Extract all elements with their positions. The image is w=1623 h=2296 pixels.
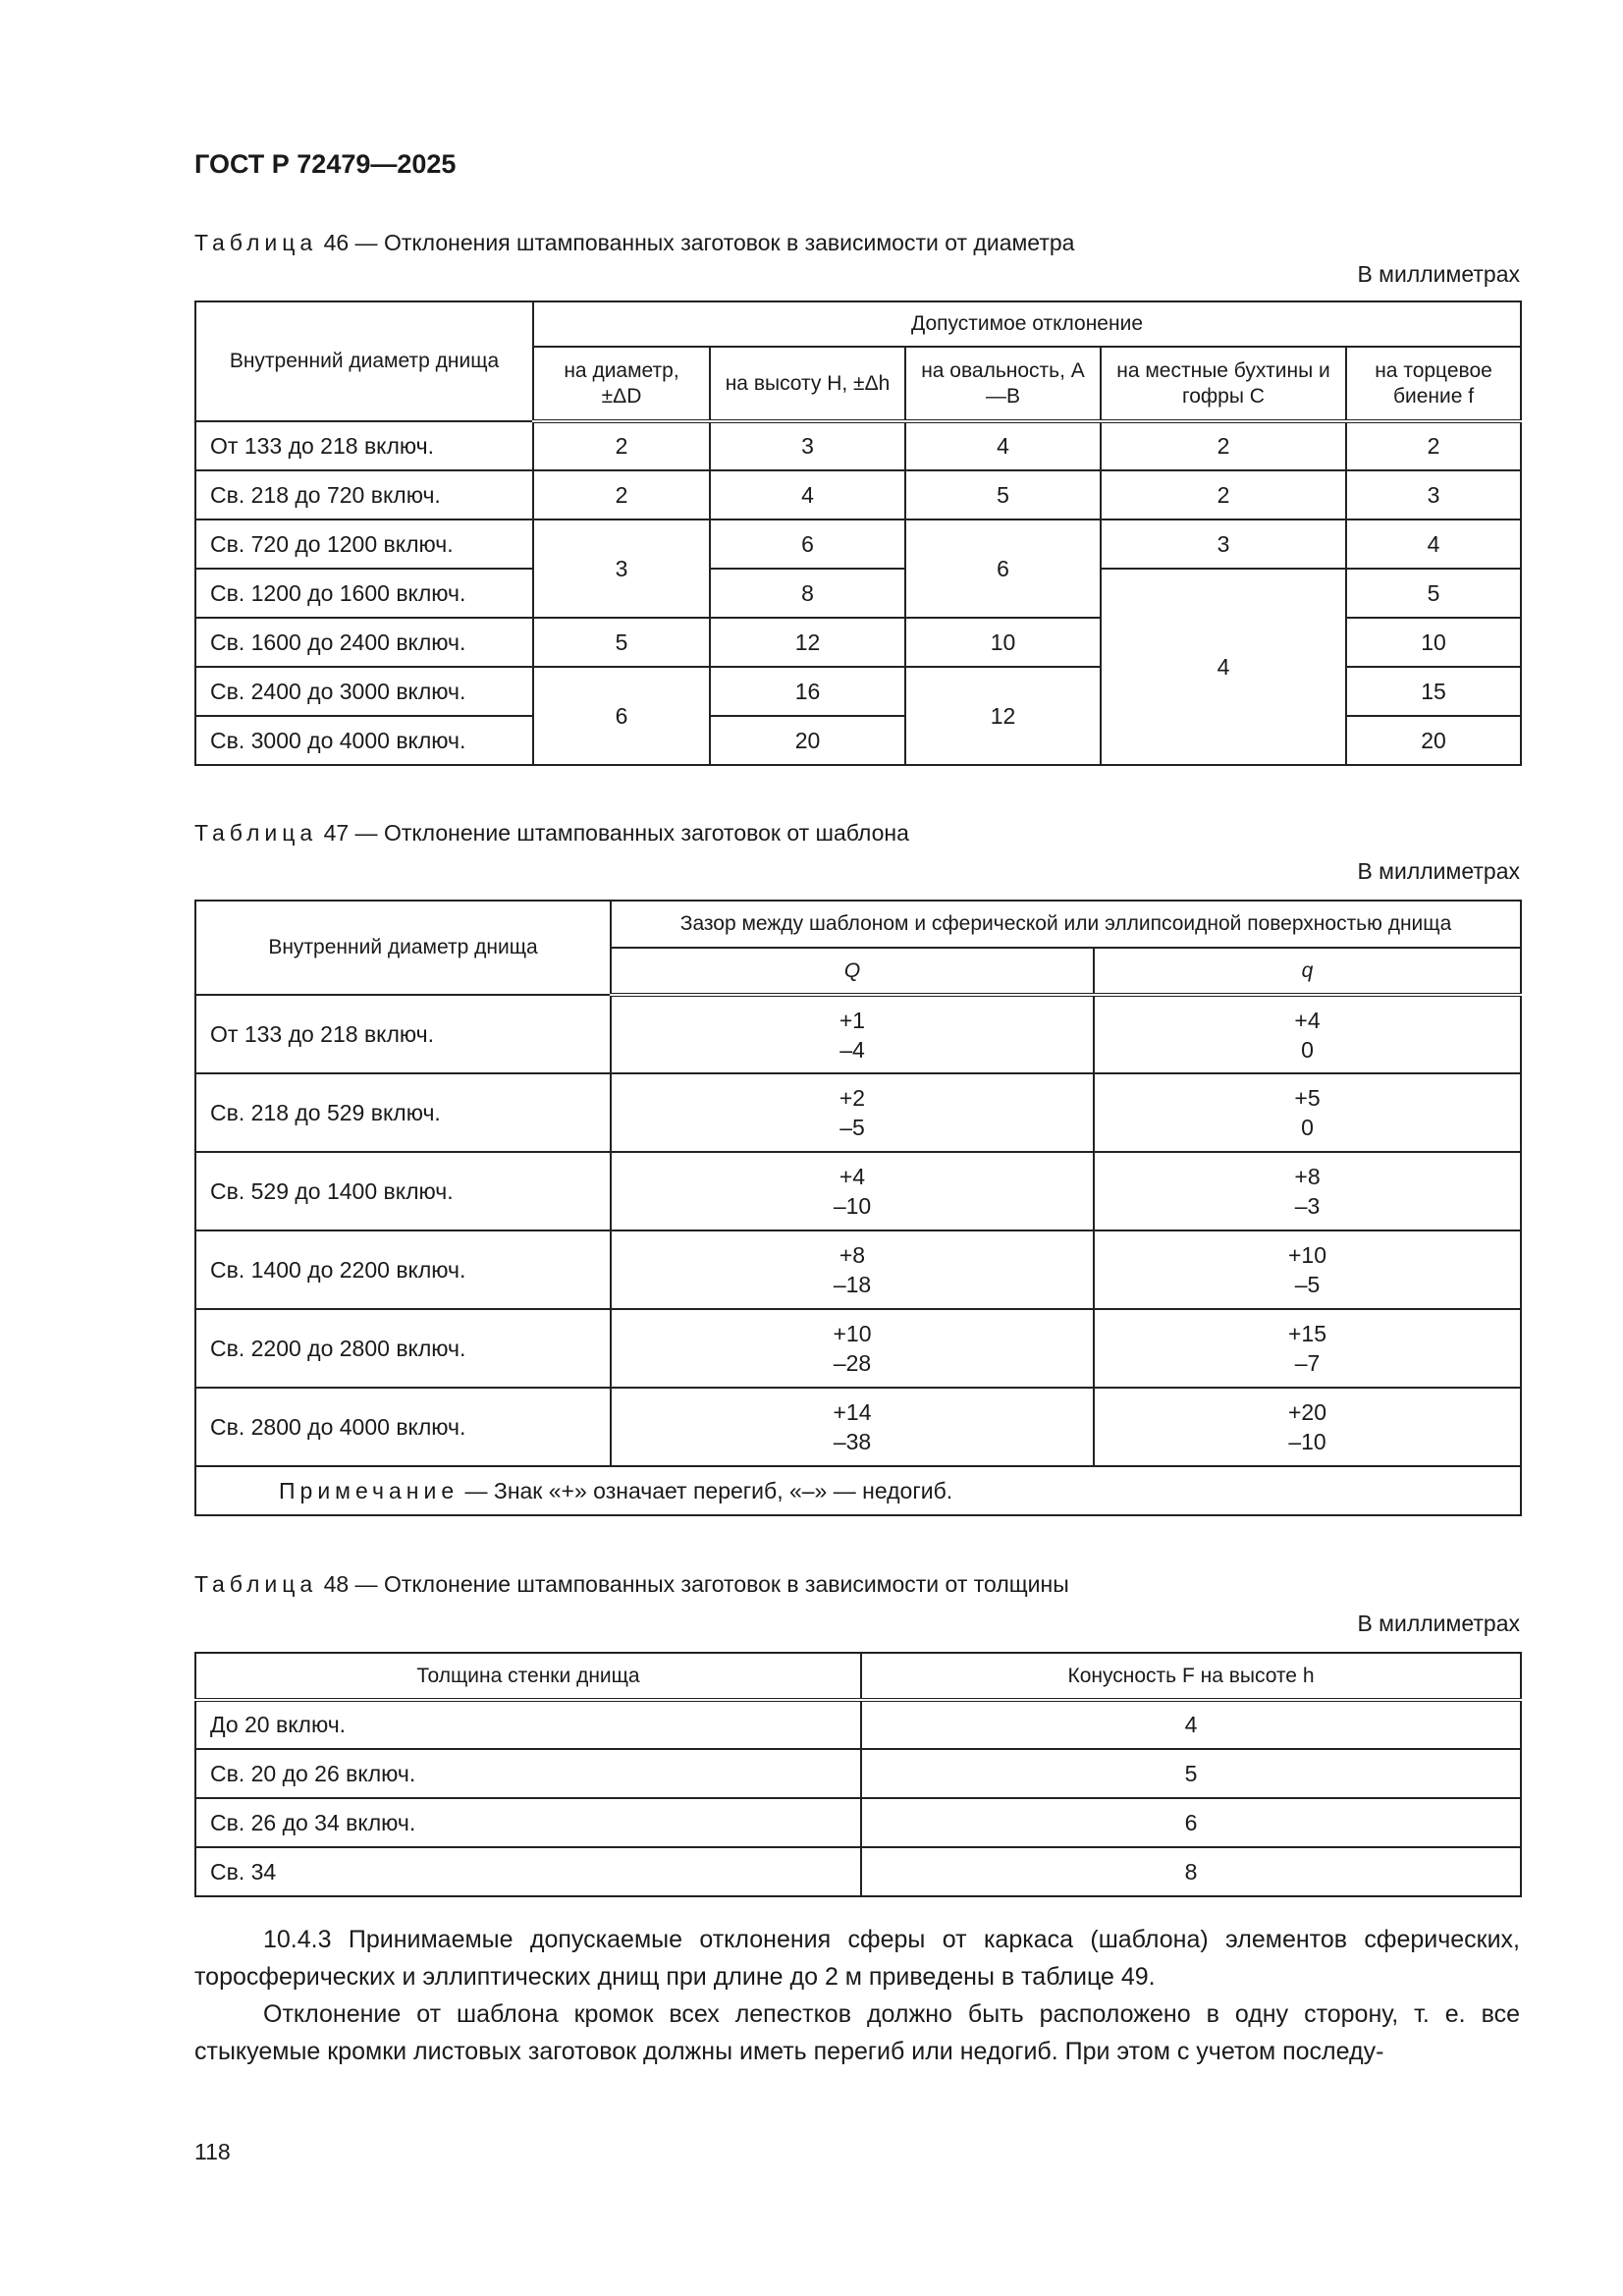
t47-Q-plus: +4	[839, 1164, 866, 1189]
t46-cell: 3	[1346, 470, 1521, 519]
table-note-row	[195, 1466, 1521, 1515]
t46-range: Св. 720 до 1200 включ.	[195, 519, 533, 569]
table-47	[194, 900, 1522, 1516]
t47-Q-minus: –10	[833, 1193, 872, 1219]
t46-cell: 2	[533, 470, 710, 519]
t47-q-minus: 0	[1301, 1036, 1314, 1063]
table-47-units: В миллиметрах	[1357, 858, 1520, 884]
t48-taper: 6	[861, 1798, 1521, 1847]
t47-range: Св. 2200 до 2800 включ.	[195, 1309, 611, 1388]
table-47-caption	[194, 820, 909, 847]
t47-range: Св. 2800 до 4000 включ.	[195, 1388, 611, 1466]
t46-cell: 5	[533, 618, 710, 667]
t46-cell: 6	[905, 519, 1101, 618]
t46-range: Св. 2400 до 3000 включ.	[195, 667, 533, 716]
t47-Q-cell	[611, 1152, 1094, 1230]
t47-q-minus: 0	[1301, 1115, 1314, 1140]
t46-cell: 2	[1101, 421, 1346, 470]
t46-range: Св. 1200 до 1600 включ.	[195, 569, 533, 618]
t47-q-plus: +4	[1294, 1007, 1321, 1033]
table-row	[195, 1798, 1521, 1847]
table-row	[195, 1309, 1521, 1388]
document-page	[194, 0, 1520, 2296]
t46-cell: 5	[905, 470, 1101, 519]
table-row	[195, 1073, 1521, 1152]
t46-header-diameter: Внутренний диаметр днища	[195, 301, 533, 421]
t47-Q-plus: +8	[839, 1242, 866, 1268]
table-row	[195, 470, 1521, 519]
t46-header-runout: на торцевое биение f	[1346, 347, 1521, 421]
t48-taper: 8	[861, 1847, 1521, 1896]
paragraph: Отклонение от шаблона кромок всех лепестков должно быть расположено в одну сторону, т. е. все стыкуемые кромки листовых заготовок должны иметь перегиб или недогиб. При этом с учетом последу-	[194, 2000, 1520, 2065]
t47-q-minus: –10	[1288, 1429, 1326, 1454]
t46-cell: 16	[710, 667, 905, 716]
t47-Q-cell	[611, 1388, 1094, 1466]
t48-taper: 5	[861, 1749, 1521, 1798]
t46-cell: 15	[1346, 667, 1521, 716]
t48-taper: 4	[861, 1700, 1521, 1749]
table-row	[195, 1230, 1521, 1309]
t47-header-Q-text: Q	[843, 958, 861, 982]
t47-Q-minus: –38	[833, 1429, 872, 1454]
t47-Q-minus: –18	[833, 1272, 872, 1297]
t47-q-plus: +15	[1288, 1321, 1327, 1346]
t47-Q-plus: +2	[839, 1085, 866, 1111]
table-row	[195, 1749, 1521, 1798]
t48-thickness: Св. 20 до 26 включ.	[195, 1749, 861, 1798]
t48-thickness: Св. 26 до 34 включ.	[195, 1798, 861, 1847]
t47-note	[195, 1466, 1521, 1515]
t46-range: Св. 1600 до 2400 включ.	[195, 618, 533, 667]
t47-Q-cell	[611, 995, 1094, 1073]
t47-range: Св. 529 до 1400 включ.	[195, 1152, 611, 1230]
t46-cell: 20	[1346, 716, 1521, 765]
t46-header-diam-dev: на диаметр, ±ΔD	[533, 347, 710, 421]
table-47-caption-word: Таблица	[194, 820, 318, 846]
t47-Q-cell	[611, 1073, 1094, 1152]
t47-q-minus: –7	[1294, 1350, 1321, 1376]
t46-cell: 3	[710, 421, 905, 470]
t46-range: Св. 218 до 720 включ.	[195, 470, 533, 519]
t46-cell: 6	[710, 519, 905, 569]
t46-cell: 10	[1346, 618, 1521, 667]
t47-q-plus: +20	[1288, 1399, 1327, 1425]
t47-range: От 133 до 218 включ.	[195, 995, 611, 1073]
table-row	[195, 1847, 1521, 1896]
t47-q-plus: +10	[1288, 1242, 1327, 1268]
table-row	[195, 1700, 1521, 1749]
t46-cell: 2	[1101, 470, 1346, 519]
table-row	[195, 995, 1521, 1073]
page-number: 118	[194, 2139, 231, 2164]
table-row	[195, 421, 1521, 470]
t47-range: Св. 218 до 529 включ.	[195, 1073, 611, 1152]
t47-Q-minus: –28	[833, 1350, 872, 1376]
t46-cell: 12	[710, 618, 905, 667]
t46-cell: 4	[1346, 519, 1521, 569]
t46-cell: 2	[1346, 421, 1521, 470]
t47-header-diameter: Внутренний диаметр днища	[195, 901, 611, 995]
t47-q-minus: –3	[1294, 1193, 1321, 1219]
t46-cell: 12	[905, 667, 1101, 765]
t46-header-group: Допустимое отклонение	[533, 301, 1521, 347]
t47-header-q	[1094, 948, 1521, 995]
t47-Q-minus: –5	[839, 1115, 865, 1140]
table-48-caption-text: 48 — Отклонение штампованных заготовок в зависимости от толщины	[323, 1571, 1069, 1597]
table-row	[195, 519, 1521, 569]
t47-q-cell	[1094, 1388, 1521, 1466]
t46-header-ovality: на овальность, A—B	[905, 347, 1101, 421]
t46-cell: 3	[533, 519, 710, 618]
t48-header-taper: Конусность F на высоте h	[861, 1653, 1521, 1700]
t47-range: Св. 1400 до 2200 включ.	[195, 1230, 611, 1309]
table-48-units: В миллиметрах	[1357, 1611, 1520, 1636]
t47-q-minus: –5	[1294, 1272, 1321, 1297]
t46-cell: 4	[710, 470, 905, 519]
table-46-caption	[194, 230, 1074, 256]
t46-cell: 8	[710, 569, 905, 618]
t47-q-plus: +8	[1294, 1164, 1321, 1189]
document-header: ГОСТ Р 72479—2025	[194, 149, 457, 179]
t46-cell: 3	[1101, 519, 1346, 569]
t47-q-cell	[1094, 995, 1521, 1073]
t47-q-plus: +5	[1294, 1085, 1321, 1111]
table-48-caption	[194, 1571, 1069, 1598]
t46-cell: 5	[1346, 569, 1521, 618]
t47-q-cell	[1094, 1230, 1521, 1309]
t47-header-group: Зазор между шаблоном и сферической или эллипсоидной поверхностью днища	[611, 901, 1521, 948]
table-46	[194, 301, 1522, 766]
t48-thickness: Св. 34	[195, 1847, 861, 1896]
t46-cell: 4	[1101, 569, 1346, 765]
t46-cell: 10	[905, 618, 1101, 667]
t46-header-height-dev: на высоту H, ±Δh	[710, 347, 905, 421]
paragraph: 10.4.3 Принимаемые допускаемые отклонения сферы от каркаса (шаблона) элементов сферических, торосферических и эллиптических днищ при длине до 2 м приведены в таблице 49.	[194, 1926, 1520, 1991]
t47-Q-minus: –4	[839, 1036, 865, 1063]
table-48	[194, 1652, 1522, 1897]
table-row	[195, 569, 1521, 618]
table-row	[195, 1388, 1521, 1466]
t47-Q-plus: +10	[833, 1321, 872, 1346]
table-row	[195, 1152, 1521, 1230]
t48-thickness: До 20 включ.	[195, 1700, 861, 1749]
table-47-caption-text: 47 — Отклонение штампованных заготовок от шаблона	[323, 820, 909, 846]
t46-cell: 4	[905, 421, 1101, 470]
t46-range: От 133 до 218 включ.	[195, 421, 533, 470]
t47-Q-cell	[611, 1230, 1094, 1309]
t47-note-word: Примечание	[279, 1477, 460, 1503]
t46-range: Св. 3000 до 4000 включ.	[195, 716, 533, 765]
t47-q-cell	[1094, 1073, 1521, 1152]
t46-cell: 2	[533, 421, 710, 470]
t47-Q-cell	[611, 1309, 1094, 1388]
t46-header-local-bulges: на местные бухтины и гофры C	[1101, 347, 1346, 421]
table-46-caption-text: 46 — Отклонения штампованных заготовок в зависимости от диаметра	[323, 230, 1075, 255]
t47-header-Q	[611, 948, 1094, 995]
t47-q-cell	[1094, 1309, 1521, 1388]
t48-header-thickness: Толщина стенки днища	[195, 1653, 861, 1700]
table-46-caption-word: Таблица	[194, 230, 318, 255]
t47-Q-plus: +1	[839, 1007, 866, 1033]
table-48-caption-word: Таблица	[194, 1571, 318, 1597]
t47-note-text: — Знак «+» означает перегиб, «–» — недогиб.	[459, 1477, 953, 1503]
t47-header-q-text: q	[1301, 958, 1314, 982]
t47-q-cell	[1094, 1152, 1521, 1230]
t46-cell: 20	[710, 716, 905, 765]
t46-cell: 6	[533, 667, 710, 765]
table-46-units: В миллиметрах	[1357, 261, 1520, 287]
t47-Q-plus: +14	[833, 1399, 872, 1425]
body-text	[194, 1921, 1520, 2070]
